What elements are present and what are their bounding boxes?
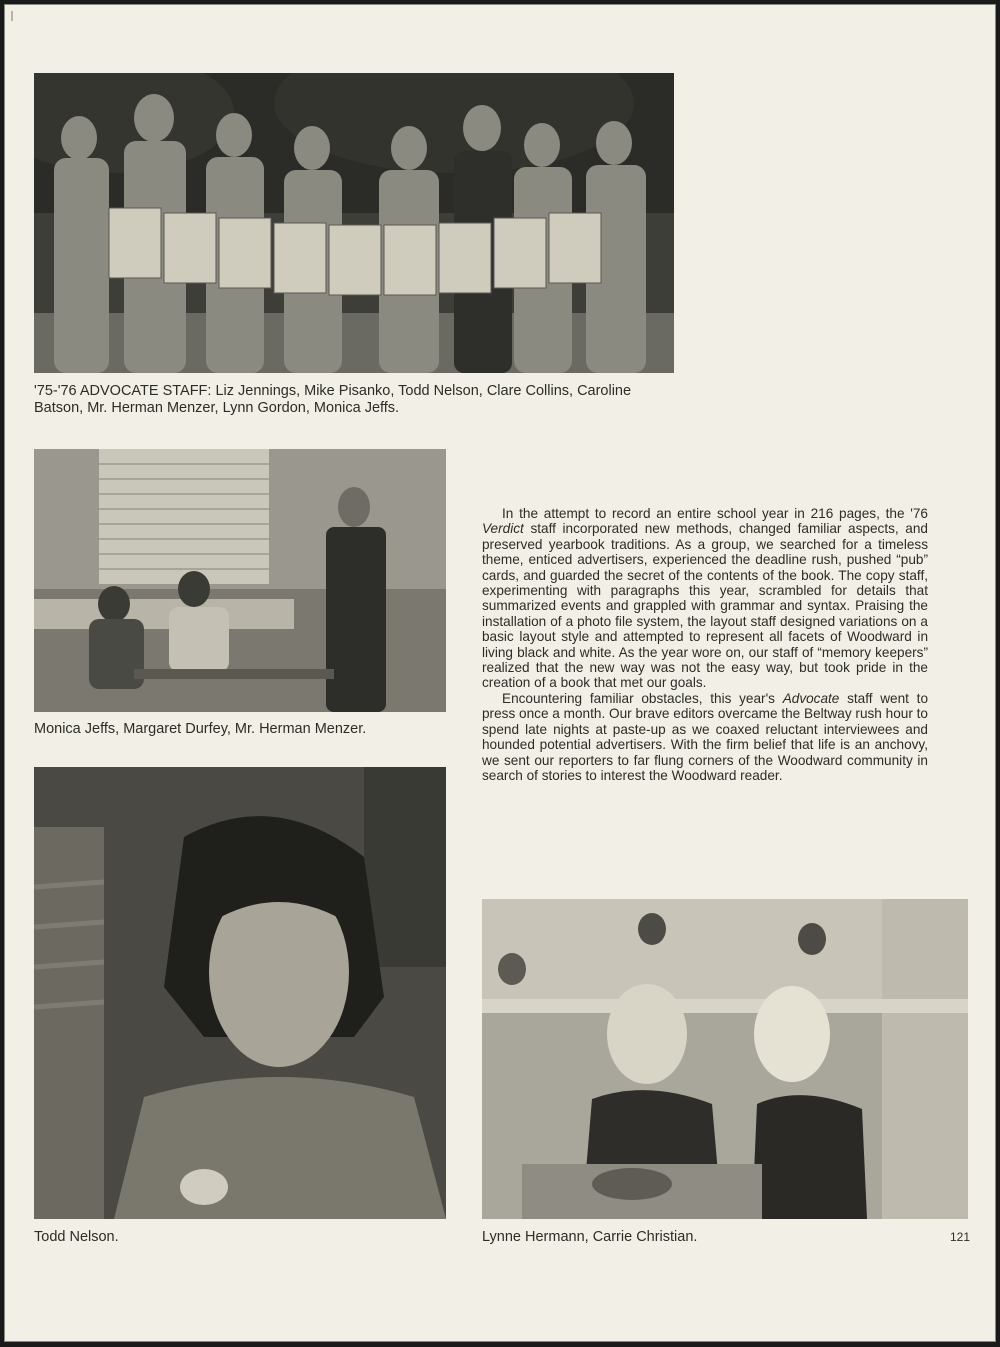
paragraph-2 <box>482 691 928 783</box>
paragraph-2-part-b: staff went to press once a month. Our brave editors overcame the Beltway rush hour to spend late nights at paste-up as we coaxed reluctant interviewees and hounded potential advertisers. With the firm belief that life is an anchovy, we sent our reporters to far flung corners of the Woodward community in search of stories to interest the Woodward reader. <box>482 690 929 783</box>
caption-staff-line1: '75-'76 ADVOCATE STAFF: Liz Jennings, Mike Pisanko, Todd Nelson, Clare Collins, Caroline <box>34 383 632 399</box>
article-body <box>482 506 928 783</box>
caption-portrait: Todd Nelson. <box>34 1229 119 1245</box>
caption-classroom: Monica Jeffs, Margaret Durfey, Mr. Herman Menzer. <box>34 721 367 737</box>
group-photo-advocate-staff <box>34 73 674 373</box>
yearbook-page <box>4 4 996 1342</box>
photo-students <box>482 899 968 1219</box>
verdict-title: Verdict <box>482 521 524 537</box>
page-number: 121 <box>950 1230 971 1244</box>
corner-mark <box>11 11 13 21</box>
advocate-title: Advocate <box>782 690 840 706</box>
photo-classroom <box>34 449 446 712</box>
students-photo-art <box>482 899 968 1219</box>
paragraph-2-part-a: Encountering familiar obstacles, this year's <box>502 690 783 706</box>
caption-staff <box>34 383 631 417</box>
portrait-photo-art <box>34 767 446 1219</box>
caption-staff-line2: Batson, Mr. Herman Menzer, Lynn Gordon, Monica Jeffs. <box>34 400 400 416</box>
group-photo-art <box>34 73 674 373</box>
classroom-photo-art <box>34 449 446 712</box>
paragraph-1-part-a: In the attempt to record an entire school year in 216 pages, the '76 <box>502 506 928 521</box>
photo-portrait <box>34 767 446 1219</box>
paragraph-1-part-b: staff incorporated new methods, changed familiar aspects, and preserved yearbook traditions. As a group, we searched for a timeless theme, enticed advertisers, experienced the deadline rush, pushed “pub” cards, and guarded the secret of the contents of the book. The copy staff, experimenting with paragraphs this year, scrambled for details that summarized events and grappled with grammar and syntax. Praising the installation of a photo file system, the layout staff designed variations on a basic layout style and attempted to represent all facets of Woodward in living black and white. As the year wore on, our staff of “memory keepers” realized that the new way was not the easy way, but took pride in the creation of a book that met our goals. <box>482 521 928 691</box>
caption-students: Lynne Hermann, Carrie Christian. <box>482 1229 698 1245</box>
paragraph-1 <box>482 506 928 691</box>
